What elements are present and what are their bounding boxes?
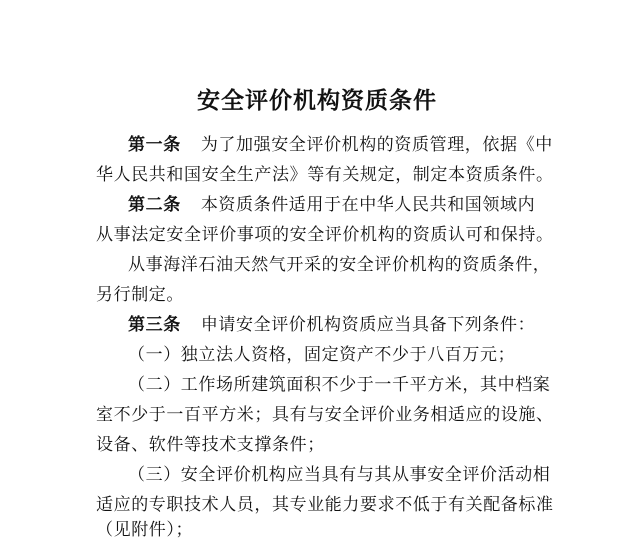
article-3-intro: 申请安全评价机构资质应当具备下列条件： [200,315,536,335]
article-2-line-1 [128,190,535,220]
article-3-line-1 [128,310,535,340]
article-3-item-1: （一）独立法人资格，固定资产不少于八百万元； [128,345,516,365]
article-1-label: 第一条 [128,135,181,155]
offshore-paragraph-line-1: 从事海洋石油天然气开采的安全评价机构的资质条件， [128,255,551,275]
document-title: 安全评价机构资质条件 [197,88,437,114]
article-3-item-2-line-2: 室不少于一百平方米；具有与安全评价业务相适应的设施、 [96,405,554,425]
article-3-item-3-line-2: 适应的专职技术人员，其专业能力要求不低于有关配备标准 [96,495,554,515]
article-3-item-3-line-3: （见附件）； [96,520,194,540]
article-2-label: 第二条 [128,195,181,215]
offshore-paragraph-line-2: 另行制定。 [96,285,184,305]
article-1-line-1 [128,130,553,160]
article-3-label: 第三条 [128,315,181,335]
article-1-text-1: 为了加强安全评价机构的资质管理，依据《中 [200,135,553,155]
article-3-item-3-line-1: （三）安全评价机构应当具有与其从事安全评价活动相 [128,465,551,485]
article-2-line-2: 从事法定安全评价事项的安全评价机构的资质认可和保持。 [96,225,554,245]
article-2-text-1: 本资质条件适用于在中华人民共和国领域内 [200,195,536,215]
article-1-line-2: 华人民共和国安全生产法》等有关规定，制定本资质条件。 [96,165,554,185]
article-3-item-2-line-1: （二）工作场所建筑面积不少于一千平方米，其中档案 [128,375,551,395]
article-3-item-2-line-3: 设备、软件等技术支撑条件； [96,435,325,455]
